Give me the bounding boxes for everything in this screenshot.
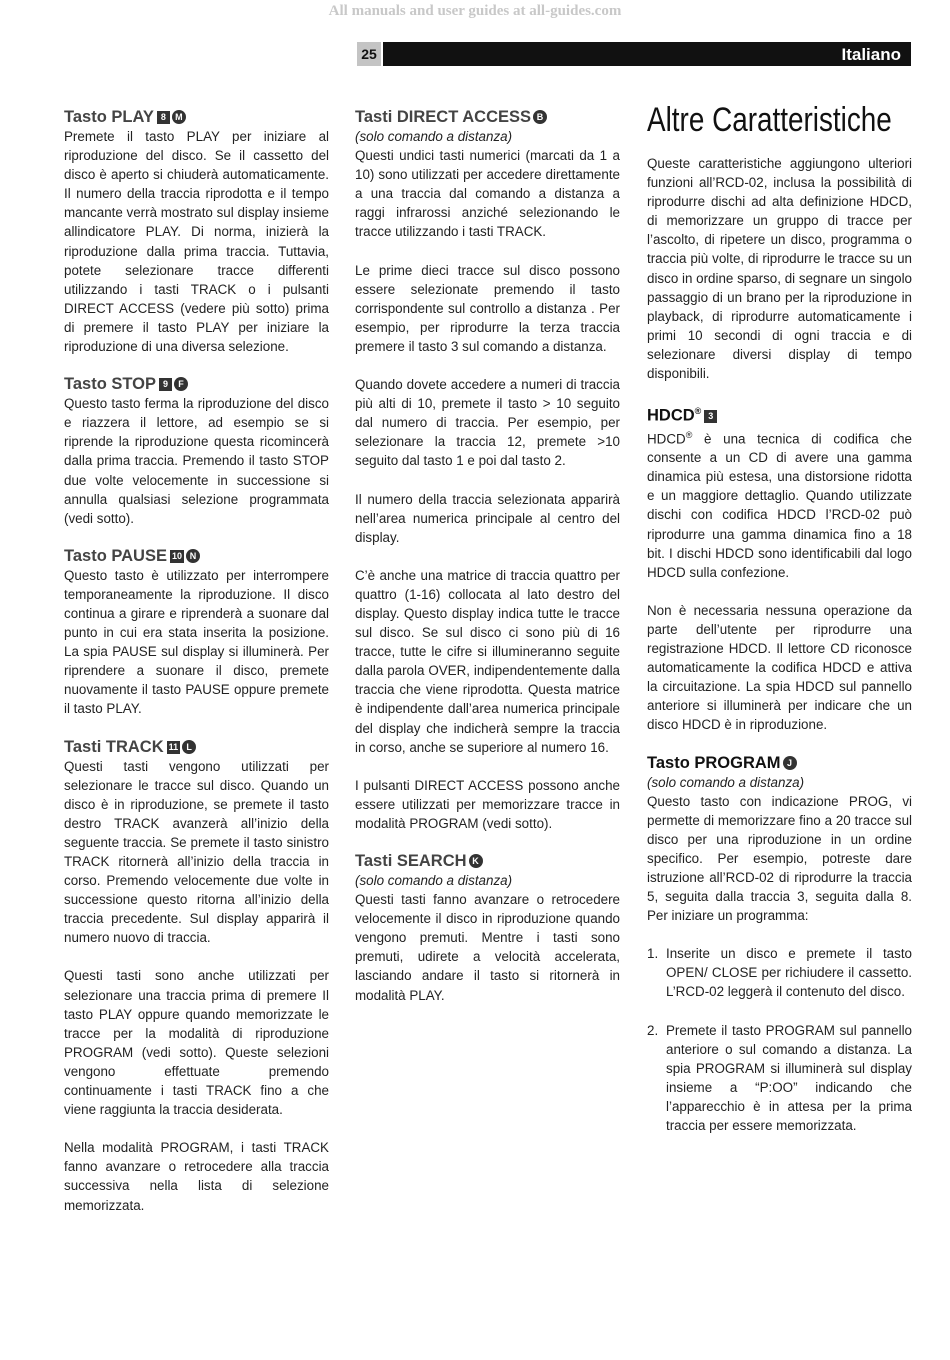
paragraph: Questo tasto con indicazione PROG, vi permette di memorizzare fino a 20 tracce sul disco per una riproduzione in un ordine specifico. Per esempio, potreste dare istruzione all’RCD-02 di riprodurre la traccia 5, seguita dalla traccia 3, seguita dalla 8. Per iniziare un programma: bbox=[647, 793, 912, 924]
paragraph: Le prime dieci tracce sul disco possono essere selezionate premendo il tasto corrispondente sul controllo a distanza . Per esempio, per riprodurre la terza traccia premere il tasto 3 sul comando a distanza. bbox=[355, 262, 620, 354]
callout-letter-badge: L bbox=[182, 740, 196, 754]
section-program bbox=[647, 754, 912, 1136]
callout-letter-badge: F bbox=[174, 377, 188, 391]
section-search bbox=[355, 852, 620, 1005]
section-subtitle: (solo comando a distanza) bbox=[647, 774, 805, 790]
callout-letter-badge: K bbox=[469, 854, 483, 868]
callout-number-badge: 10 bbox=[172, 550, 183, 561]
paragraph: Nella modalità PROGRAM, i tasti TRACK fanno avanzare o retrocedere alla traccia successiva nella lista di selezione memorizzata. bbox=[64, 1140, 329, 1213]
paragraph: Premete il tasto PLAY per iniziare al riproduzione del disco. Se il cassetto del disco è aperto si chiuderà automaticamente. Il numero della traccia riprodotta e il tempo mancante verrà mostrato sul display insieme allindicatore PLAY. Di norma, inizierà la riproduzione dalla prima traccia. Tuttavia, potete selezionare tracce differenti utilizzando i tasti TRACK o i pulsanti DIRECT ACCESS (vedere più sotto) prima di premere il tasto PLAY per iniziare la riproduzione di una diversa selezione. bbox=[64, 129, 329, 355]
section-title: Tasti TRACK 11 L bbox=[64, 738, 329, 757]
section-direct-access bbox=[355, 108, 620, 833]
list-text: Premete il tasto PROGRAM sul pannello anteriore o sul comando a distanza. La spia PROGRAM si illuminerà sul display insieme a “P:OO” indicando che l’apparecchio è in attesa per la prima traccia per essere memorizzata. bbox=[666, 1022, 912, 1133]
section-title: Tasto STOP 9 F bbox=[64, 375, 329, 394]
section-stop bbox=[64, 375, 329, 528]
section-title: Tasti DIRECT ACCESS B bbox=[355, 108, 620, 127]
section-intro bbox=[647, 154, 912, 383]
paragraph: C’è anche una matrice di traccia quattro per quattro (1-16) collocata al lato destro del display. Questo display indica tutte le tracce sul disco. Se sul disco ci sono più di 16 tracce, tutte le cifre si illumineranno seguite dalla parola OVER, indipendentemente dalla traccia che viene riprodotta. Questa matrice è indipendente dall’area numerica principale del display che indicherà sempre la traccia in corso, anche se superiore al numero 16. bbox=[355, 567, 620, 755]
section-play bbox=[64, 108, 329, 356]
callout-letter-badge: M bbox=[172, 110, 186, 124]
section-subtitle: (solo comando a distanza) bbox=[355, 129, 513, 144]
column-left bbox=[64, 108, 329, 1234]
paragraph: Queste caratteristiche aggiungono ulteriori funzioni all’RCD-02, inclusa la possibilità di riprodurre dischi ad alta definizione HDCD, di memorizzare un gruppo di tracce per l’ascolto, di ripetere un disco, programma o traccia più volte, di riprodurre le tracce su un disco in ordine sparso, di segnare un singolo passaggio di un brano per la riproduzione in playback, di riprodurre automaticamente i primi 10 secondi di ogni traccia e di selezionare diversi display di tempo disponibili. bbox=[647, 156, 913, 382]
section-title: Tasto PROGRAM J bbox=[647, 754, 912, 773]
paragraph: Quando dovete accedere a numeri di traccia più alti di 10, premete il tasto > 10 seguito dal numero di traccia. Per esempio, per selezionare la traccia 12, premete >10 seguito dal tasto 1 e poi dal tasto 2. bbox=[355, 377, 620, 469]
section-title: HDCD® 3 bbox=[647, 402, 912, 426]
paragraph: Questo tasto è utilizzato per interrompere temporaneamente la riproduzione. Il disco continua a girare e riprenderà a suonare dal punto in cui era stata inserita la posizione. La spia PAUSE sul display si illuminerà. Per riprendere a suonare il disco, premete nuovamente il tasto PAUSE oppure premete il tasto PLAY. bbox=[64, 567, 329, 717]
column-right bbox=[647, 101, 913, 1154]
callout-number-badge: 8 bbox=[157, 111, 170, 124]
section-track bbox=[64, 738, 329, 1215]
paragraph: Non è necessaria nessuna operazione da parte dell’utente per riprodurre una registrazione HDCD. Il lettore CD riconosce automaticamente la codifica HDCD e attiva la circuitazione. La spia HDCD sul pannello anteriore si illuminerà per indicare che un disco HDCD è in riproduzione. bbox=[647, 602, 912, 733]
callout-number-badge: 9 bbox=[159, 378, 172, 391]
list-text: Inserite un disco e premete il tasto OPEN/ CLOSE per richiudere il cassetto. L’RCD-02 leggerà il contenuto del disco. bbox=[666, 946, 912, 1000]
paragraph: Questi tasti fanno avanzare o retrocedere velocemente il disco in riproduzione quando vengono premuti. Mentre i tasti sono premuti, udirete a velocità accelerata, lasciando andare il tasto si ritornerà in modalità PLAY. bbox=[355, 892, 620, 1003]
section-title: Tasto PLAY 8 M bbox=[64, 108, 329, 127]
column-middle bbox=[355, 108, 620, 1024]
callout-number-badge: 3 bbox=[704, 410, 717, 423]
paragraph: Questi tasti vengono utilizzati per selezionare le tracce sul disco. Quando un disco è in riproduzione, se premete il tasto destro TRACK avanzerà all’inizio della seguente traccia. Se premete il tasto sinistro TRACK ritornerà all’inizio della traccia in corso. Premendo velocemente due volte in successione questo ritorna all’inizio della traccia precedente. Sul display apparirà il numero nuovo di traccia. bbox=[64, 758, 329, 946]
page-number: 25 bbox=[357, 42, 381, 66]
paragraph: Il numero della traccia selezionata apparirà nell’area numerica principale al centro del display. bbox=[355, 491, 620, 545]
section-pause bbox=[64, 547, 329, 719]
list-number: 2. bbox=[647, 1022, 659, 1038]
callout-letter-badge: N bbox=[186, 549, 200, 563]
section-hdcd bbox=[647, 402, 912, 734]
paragraph: HDCD® è una tecnica di codifica che consente a un CD di avere una gamma dinamica più estesa, una distorsione ridotta e un maggiore dettaglio. Quando utilizzate dischi con codifica HDCD l’RCD-02 può riprodurre una gamma dinamica fino a 18 bit. I dischi HDCD sono identificabili dal logo HDCD sulla confezione. bbox=[647, 429, 912, 580]
list-item bbox=[647, 944, 912, 1001]
header-bar bbox=[383, 42, 911, 66]
paragraph: Questi undici tasti numerici (marcati da 1 a 10) sono utilizzati per accedere direttamente a una traccia dal comando a distanza a raggi infrarossi anziché selezionando le tracce utilizzando i tasti TRACK. bbox=[355, 148, 620, 240]
section-title: Tasto PAUSE 10 N bbox=[64, 547, 329, 566]
callout-letter-badge: B bbox=[533, 110, 547, 124]
paragraph: I pulsanti DIRECT ACCESS possono anche essere utilizzati per memorizzare tracce in modalità PROGRAM (vedi sotto). bbox=[355, 777, 620, 831]
list-number: 1. bbox=[647, 946, 659, 962]
callout-letter-badge: J bbox=[783, 756, 797, 770]
callout-number-badge: 11 bbox=[168, 741, 179, 752]
chapter-heading: Altre Caratteristiche bbox=[647, 101, 892, 139]
language-label: Italiano bbox=[841, 45, 901, 64]
paragraph: Questo tasto ferma la riproduzione del disco e riazzera il lettore, ad esempio se si riprende la riproduzione questa ricomincerà dalla prima traccia. Premendo il tasto STOP due volte velocemente in successione si annulla qualsiasi selezione programmata (vedi sotto). bbox=[64, 396, 329, 526]
paragraph: Questi tasti sono anche utilizzati per selezionare una traccia prima di premere Il tasto PLAY oppure quando memorizzate le tracce per la modalità di riproduzione PROGRAM (vedi sotto). Queste selezioni vengono effettuate premendo continuamente i tasti TRACK fino a che viene raggiunta la traccia desiderata. bbox=[64, 968, 329, 1118]
section-title: Tasti SEARCH K bbox=[355, 852, 620, 871]
section-subtitle: (solo comando a distanza) bbox=[355, 873, 513, 888]
watermark: All manuals and user guides at all-guides.com bbox=[328, 3, 622, 19]
list-item bbox=[647, 1021, 912, 1136]
